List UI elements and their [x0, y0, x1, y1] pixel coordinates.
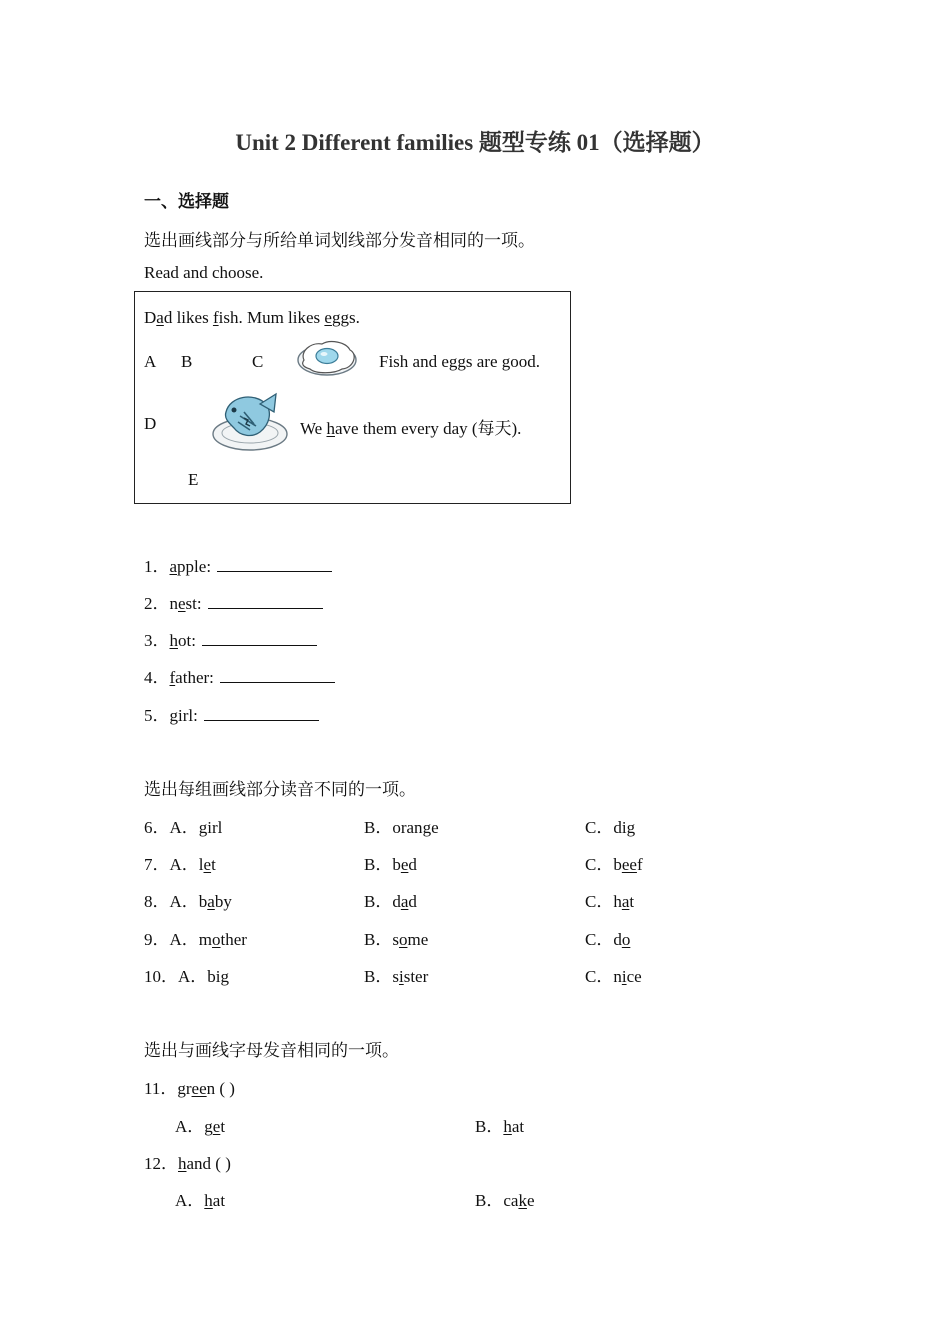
answer-blank-2[interactable]: [208, 594, 323, 609]
label-e: E: [188, 470, 199, 489]
box-line-1: Dad likes fish. Mum likes eggs.: [144, 308, 360, 327]
label-a: A: [144, 352, 157, 371]
q10-option-b[interactable]: B．sister: [364, 967, 429, 986]
fish-plate-icon: [210, 390, 294, 456]
q7-option-c[interactable]: C．beef: [585, 855, 643, 874]
page-title: Unit 2 Different families 题型专练 01（选择题）: [235, 130, 715, 155]
q8-option-c[interactable]: C．hat: [585, 892, 635, 911]
q8-option-a[interactable]: 8．A．baby: [144, 892, 232, 911]
sentence-2: Fish and eggs are good.: [379, 352, 541, 371]
q12-option-a[interactable]: A．hat: [175, 1191, 226, 1210]
question-5: 5．girl:: [144, 701, 319, 726]
question-1: 1．apple:: [144, 552, 332, 577]
answer-blank-3[interactable]: [202, 631, 317, 646]
part1-instruction-cn: 选出画线部分与所给单词划线部分发音相同的一项。: [144, 231, 535, 250]
answer-blank-5[interactable]: [204, 706, 319, 721]
part3-instruction: 选出与画线字母发音相同的一项。: [144, 1041, 399, 1060]
question-11: 11．green ( ): [144, 1079, 235, 1098]
sentence-3: We have them every day (每天).: [300, 419, 522, 438]
q7-option-a[interactable]: 7．A．let: [144, 855, 216, 874]
q8-option-b[interactable]: B．dad: [364, 892, 417, 911]
answer-blank-1[interactable]: [217, 557, 332, 572]
q9-option-c[interactable]: C．do: [585, 930, 631, 949]
q6-option-c[interactable]: C．dig: [585, 818, 636, 837]
question-12: 12．hand ( ): [144, 1154, 231, 1173]
part1-instruction-en: Read and choose.: [144, 263, 264, 282]
q7-option-b[interactable]: B．bed: [364, 855, 417, 874]
q10-option-c[interactable]: C．nice: [585, 967, 642, 986]
question-4: 4．father:: [144, 663, 335, 688]
q11-option-a[interactable]: A．get: [175, 1117, 226, 1136]
q6-option-a[interactable]: 6．A．girl: [144, 818, 223, 837]
part2-instruction: 选出每组画线部分读音不同的一项。: [144, 780, 416, 799]
q11-option-b[interactable]: B．hat: [475, 1117, 525, 1136]
label-d: D: [144, 414, 157, 433]
section-heading: 一、选择题: [144, 192, 229, 211]
label-b: B: [181, 352, 193, 371]
fried-egg-icon: [296, 336, 360, 380]
q9-option-a[interactable]: 9．A．mother: [144, 930, 247, 949]
q10-option-a[interactable]: 10．A．big: [144, 967, 230, 986]
q9-option-b[interactable]: B．some: [364, 930, 429, 949]
answer-blank-4[interactable]: [220, 668, 335, 683]
question-2: 2．nest:: [144, 589, 323, 614]
q12-option-b[interactable]: B．cake: [475, 1191, 535, 1210]
question-3: 3．hot:: [144, 626, 317, 651]
q6-option-b[interactable]: B．orange: [364, 818, 439, 837]
label-c: C: [252, 352, 264, 371]
